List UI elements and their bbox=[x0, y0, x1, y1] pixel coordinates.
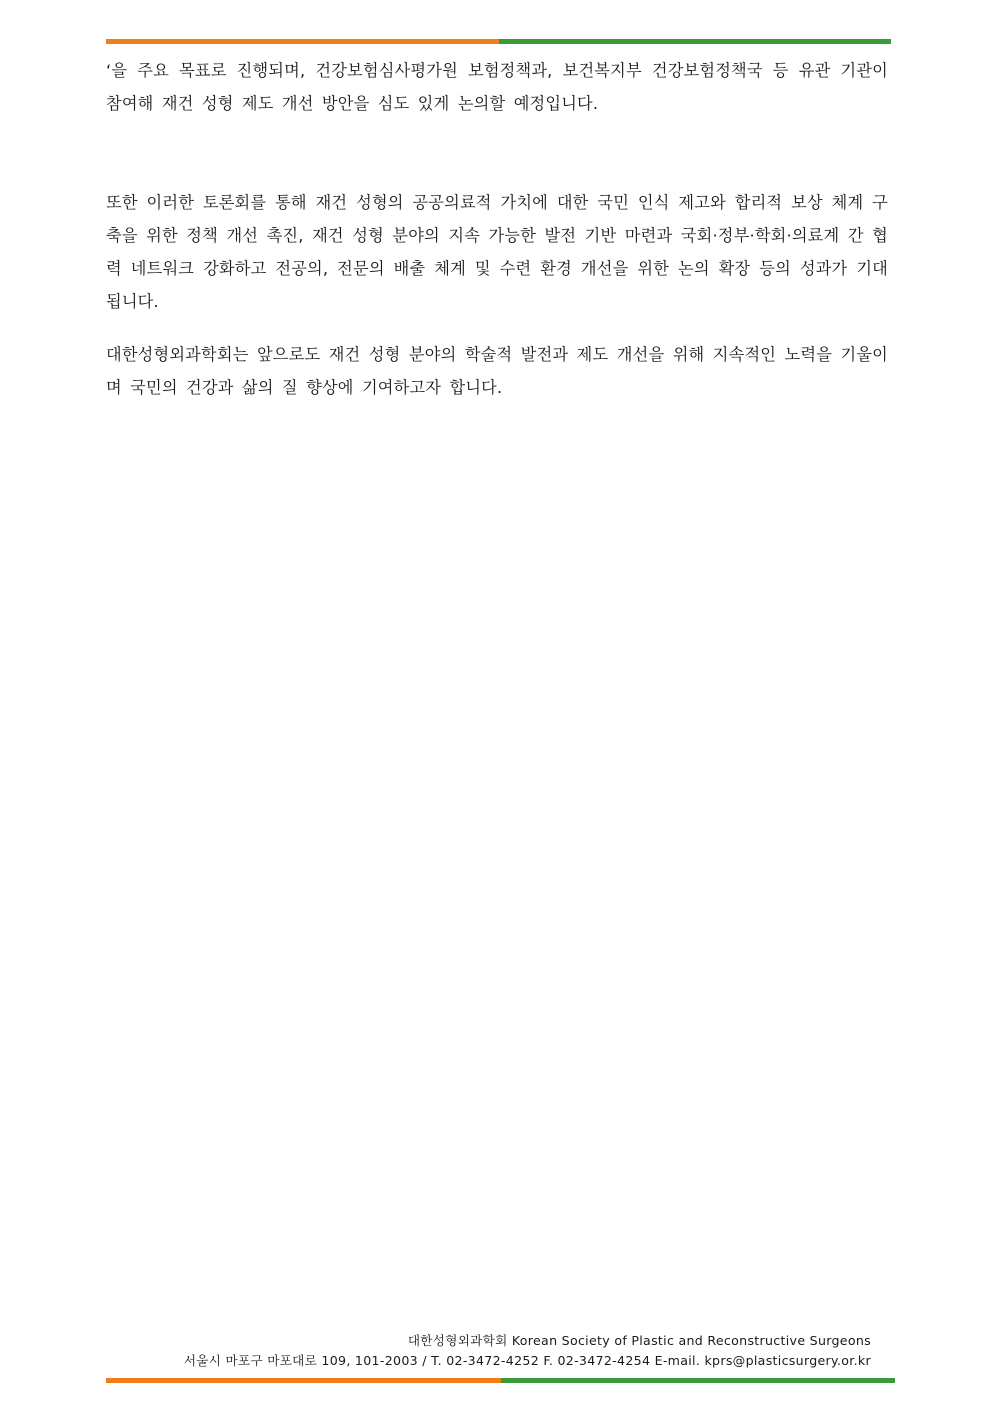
body-paragraph-2: 또한 이러한 토론회를 통해 재건 성형의 공공의료적 가치에 대한 국민 인식 제고와 합리적 보상 체계 구축을 위한 정책 개선 촉진, 재건 성형 분야의 지속 가능한 발전 기반 마련과 국회·정부·학회·의료계 간 협력 네트워크 강화하고 전공의, 전문의 배출 체계 및 수련 환경 개선을 위한 논의 확장 등의 성과가 기대됩니다. bbox=[106, 193, 888, 311]
body-paragraph-3: 대한성형외과학회는 앞으로도 재건 성형 분야의 학술적 발전과 제도 개선을 위해 지속적인 노력을 기울이며 국민의 건강과 삶의 질 향상에 기여하고자 합니다. bbox=[106, 345, 888, 397]
header-divider bbox=[106, 39, 891, 44]
footer-organization: 대한성형외과학회 Korean Society of Plastic and Reconstructive Surgeons bbox=[407, 1333, 871, 1348]
footer-divider-green bbox=[501, 1378, 896, 1383]
footer-divider bbox=[106, 1378, 895, 1383]
header-divider-orange bbox=[106, 39, 499, 44]
header-divider-green bbox=[499, 39, 892, 44]
footer-divider-orange bbox=[106, 1378, 501, 1383]
body-paragraph-1: ‘을 주요 목표로 진행되며, 건강보험심사평가원 보험정책과, 보건복지부 건강보험정책국 등 유관 기관이 참여해 재건 성형 제도 개선 방안을 심도 있게 논의할 예정입니다. bbox=[106, 61, 888, 113]
footer-contact-info: 서울시 마포구 마포대로 109, 101-2003 / T. 02-3472-4252 F. 02-3472-4254 E-mail. kprs@plasticsurgery.or.kr bbox=[183, 1353, 871, 1368]
